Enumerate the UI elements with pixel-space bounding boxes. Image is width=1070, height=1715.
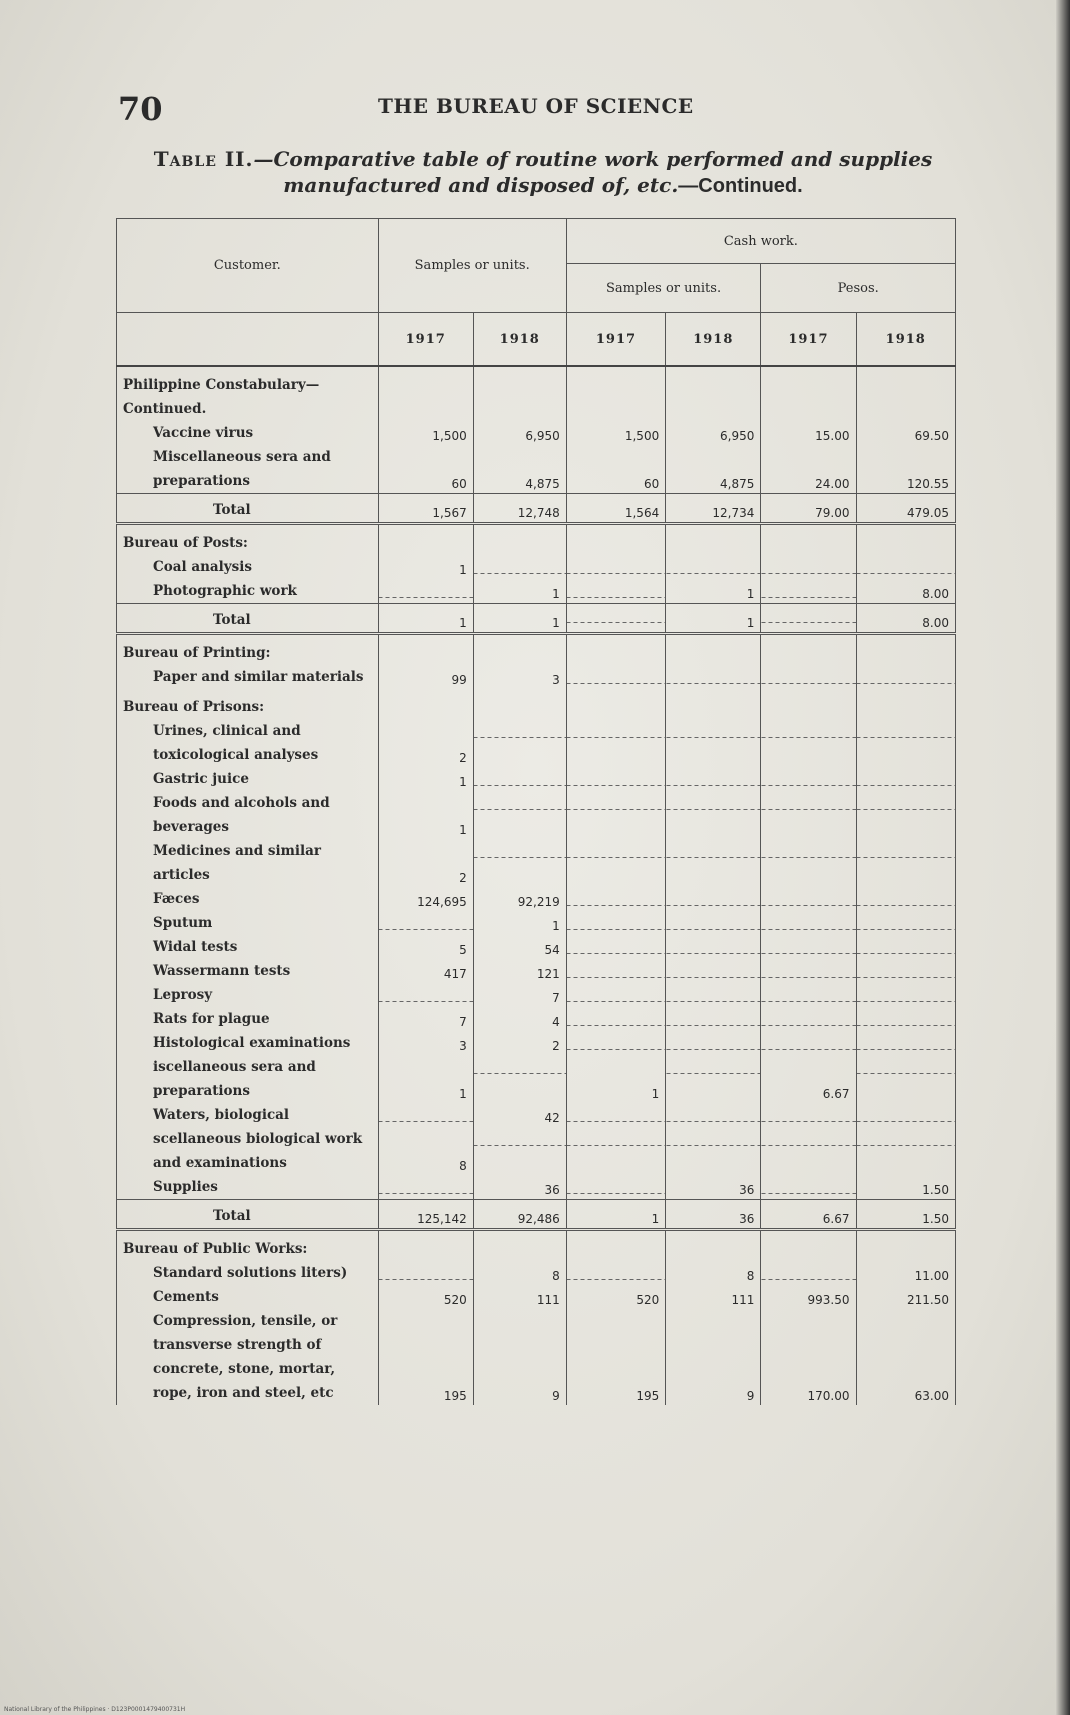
empty-cell: [856, 689, 956, 719]
value-cell: [666, 555, 761, 579]
table-row: [117, 665, 956, 689]
customer-cell: Waters, biological: [117, 1103, 379, 1127]
value-cell: 124,695: [378, 887, 473, 911]
value-cell: [666, 983, 761, 1007]
group-label: Bureau of Prisons:: [117, 689, 379, 719]
value-cell: [566, 767, 665, 791]
table-row: [117, 555, 956, 579]
table-row: [117, 719, 956, 767]
table-row: [117, 1127, 956, 1175]
value-cell: 111: [473, 1285, 566, 1309]
page-number: 70: [118, 90, 163, 128]
value-cell: [473, 839, 566, 887]
value-cell: [856, 719, 956, 767]
value-cell: [378, 1175, 473, 1200]
value-cell: [473, 791, 566, 839]
empty-cell: [473, 1230, 566, 1262]
table-caption: [118, 146, 968, 199]
table-row: [117, 1285, 956, 1309]
value-cell: 1: [473, 911, 566, 935]
empty-cell: [856, 366, 956, 421]
value-cell: [566, 579, 665, 604]
customer-cell: Fæces: [117, 887, 379, 911]
empty-cell: [761, 634, 856, 666]
empty-cell: [378, 524, 473, 556]
value-cell: [473, 1127, 566, 1175]
value-cell: 1: [566, 1055, 665, 1103]
value-cell: 63.00: [856, 1309, 956, 1405]
value-cell: 79.00: [761, 494, 856, 524]
value-cell: 1: [378, 555, 473, 579]
value-cell: [473, 1055, 566, 1103]
value-cell: 12,748: [473, 494, 566, 524]
group-heading-row: [117, 524, 956, 556]
value-cell: 11.00: [856, 1261, 956, 1285]
empty-cell: [473, 634, 566, 666]
group-heading-row: [117, 689, 956, 719]
value-cell: [666, 1007, 761, 1031]
value-cell: 1,567: [378, 494, 473, 524]
value-cell: [378, 1261, 473, 1285]
table-row: [117, 421, 956, 445]
value-cell: [566, 959, 665, 983]
total-row: [117, 1200, 956, 1230]
table-row: [117, 767, 956, 791]
book-spine-shadow: [1056, 0, 1070, 1715]
value-cell: [761, 959, 856, 983]
customer-cell: Leprosy: [117, 983, 379, 1007]
value-cell: [666, 1055, 761, 1103]
empty-cell: [761, 1230, 856, 1262]
value-cell: 92,219: [473, 887, 566, 911]
value-cell: 7: [473, 983, 566, 1007]
value-cell: [856, 1055, 956, 1103]
customer-cell: Vaccine virus: [117, 421, 379, 445]
customer-cell: Cements: [117, 1285, 379, 1309]
value-cell: [856, 839, 956, 887]
value-cell: [566, 604, 665, 634]
table-row: [117, 1055, 956, 1103]
value-cell: 195: [566, 1309, 665, 1405]
header-year: 1917: [378, 313, 473, 367]
empty-cell: [473, 366, 566, 421]
caption-text: —Comparative table of routine work performed and supplies manufactured and disposed of, etc.: [253, 147, 933, 197]
total-row: [117, 604, 956, 634]
value-cell: 8: [666, 1261, 761, 1285]
customer-cell: Compression, tensile, or transverse strength of concrete, stone, mortar, rope, iron and steel, etc: [117, 1309, 379, 1405]
customer-cell: Photographic work: [117, 579, 379, 604]
empty-cell: [666, 366, 761, 421]
value-cell: [666, 887, 761, 911]
value-cell: 42: [473, 1103, 566, 1127]
empty-cell: [856, 524, 956, 556]
value-cell: 1: [473, 604, 566, 634]
empty-cell: [566, 634, 665, 666]
table-row: [117, 935, 956, 959]
empty-cell: [761, 524, 856, 556]
header-spacer: [117, 313, 379, 367]
value-cell: [566, 935, 665, 959]
value-cell: [666, 911, 761, 935]
value-cell: [856, 665, 956, 689]
caption-continued: —Continued.: [678, 175, 803, 197]
customer-cell: Paper and similar materials: [117, 665, 379, 689]
table-row: [117, 887, 956, 911]
value-cell: [856, 1031, 956, 1055]
value-cell: 60: [566, 445, 665, 494]
value-cell: 4: [473, 1007, 566, 1031]
value-cell: 99: [378, 665, 473, 689]
value-cell: 1: [666, 604, 761, 634]
value-cell: 6.67: [761, 1055, 856, 1103]
value-cell: 8: [473, 1261, 566, 1285]
header-year: 1917: [566, 313, 665, 367]
value-cell: 1,500: [566, 421, 665, 445]
value-cell: [761, 935, 856, 959]
empty-cell: [473, 524, 566, 556]
empty-cell: [378, 1230, 473, 1262]
value-cell: [761, 719, 856, 767]
value-cell: 6.67: [761, 1200, 856, 1230]
value-cell: [666, 935, 761, 959]
table-row: [117, 445, 956, 494]
customer-cell: Gastric juice: [117, 767, 379, 791]
group-heading-row: [117, 366, 956, 421]
value-cell: [666, 839, 761, 887]
customer-cell: Supplies: [117, 1175, 379, 1200]
value-cell: 121: [473, 959, 566, 983]
empty-cell: [566, 1230, 665, 1262]
value-cell: 15.00: [761, 421, 856, 445]
table-row: [117, 1007, 956, 1031]
header-year: 1918: [666, 313, 761, 367]
value-cell: 1: [378, 791, 473, 839]
value-cell: 24.00: [761, 445, 856, 494]
table-row: [117, 791, 956, 839]
value-cell: 92,486: [473, 1200, 566, 1230]
value-cell: [666, 1103, 761, 1127]
value-cell: [666, 719, 761, 767]
value-cell: 8.00: [856, 579, 956, 604]
value-cell: [566, 1031, 665, 1055]
customer-cell: Total: [117, 494, 379, 524]
value-cell: [856, 767, 956, 791]
value-cell: [666, 1127, 761, 1175]
value-cell: [856, 959, 956, 983]
empty-cell: [566, 524, 665, 556]
value-cell: 8: [378, 1127, 473, 1175]
header-year: 1918: [856, 313, 956, 367]
customer-cell: Coal analysis: [117, 555, 379, 579]
value-cell: [473, 767, 566, 791]
value-cell: 2: [473, 1031, 566, 1055]
table-row: [117, 579, 956, 604]
value-cell: [761, 1127, 856, 1175]
value-cell: 1: [378, 1055, 473, 1103]
value-cell: [761, 839, 856, 887]
header-year: 1918: [473, 313, 566, 367]
value-cell: [566, 719, 665, 767]
header-samples: Samples or units.: [378, 219, 566, 313]
empty-cell: [378, 366, 473, 421]
table-row: [117, 1261, 956, 1285]
table-row: [117, 1103, 956, 1127]
customer-cell: Foods and alcohols and beverages: [117, 791, 379, 839]
value-cell: [761, 983, 856, 1007]
value-cell: [566, 1007, 665, 1031]
table-row: [117, 1175, 956, 1200]
value-cell: [856, 1007, 956, 1031]
customer-cell: scellaneous biological work and examinations: [117, 1127, 379, 1175]
value-cell: [856, 887, 956, 911]
value-cell: [378, 983, 473, 1007]
table-row: [117, 1031, 956, 1055]
value-cell: [566, 983, 665, 1007]
value-cell: 195: [378, 1309, 473, 1405]
value-cell: 8.00: [856, 604, 956, 634]
value-cell: [566, 1103, 665, 1127]
group-heading-row: [117, 1230, 956, 1262]
value-cell: 4,875: [473, 445, 566, 494]
value-cell: 211.50: [856, 1285, 956, 1309]
caption-label: Table II.: [153, 147, 254, 171]
empty-cell: [378, 634, 473, 666]
customer-cell: Total: [117, 1200, 379, 1230]
value-cell: [378, 911, 473, 935]
value-cell: 4,875: [666, 445, 761, 494]
value-cell: [761, 767, 856, 791]
table-row: [117, 983, 956, 1007]
value-cell: [856, 1127, 956, 1175]
empty-cell: [566, 689, 665, 719]
group-label: Bureau of Posts:: [117, 524, 379, 556]
empty-cell: [473, 689, 566, 719]
value-cell: [856, 555, 956, 579]
value-cell: 1,500: [378, 421, 473, 445]
value-cell: 1: [473, 579, 566, 604]
value-cell: 125,142: [378, 1200, 473, 1230]
value-cell: 417: [378, 959, 473, 983]
table-row: [117, 911, 956, 935]
value-cell: [566, 839, 665, 887]
value-cell: [856, 983, 956, 1007]
value-cell: 120.55: [856, 445, 956, 494]
header-pesos: Pesos.: [761, 264, 956, 313]
value-cell: 111: [666, 1285, 761, 1309]
empty-cell: [761, 689, 856, 719]
value-cell: [761, 1103, 856, 1127]
value-cell: [566, 791, 665, 839]
customer-cell: iscellaneous sera and preparations: [117, 1055, 379, 1103]
value-cell: 993.50: [761, 1285, 856, 1309]
customer-cell: Total: [117, 604, 379, 634]
value-cell: 1: [378, 767, 473, 791]
value-cell: [856, 911, 956, 935]
empty-cell: [856, 634, 956, 666]
value-cell: [761, 1261, 856, 1285]
value-cell: [566, 887, 665, 911]
value-cell: [856, 935, 956, 959]
customer-cell: Widal tests: [117, 935, 379, 959]
customer-cell: Sputum: [117, 911, 379, 935]
running-head: THE BUREAU OF SCIENCE: [378, 94, 694, 118]
empty-cell: [566, 366, 665, 421]
table-body: [117, 366, 956, 1405]
value-cell: 9: [666, 1309, 761, 1405]
value-cell: 520: [378, 1285, 473, 1309]
customer-cell: Miscellaneous sera and preparations: [117, 445, 379, 494]
customer-cell: Wassermann tests: [117, 959, 379, 983]
value-cell: [761, 555, 856, 579]
value-cell: [761, 604, 856, 634]
value-cell: 60: [378, 445, 473, 494]
value-cell: 1: [666, 579, 761, 604]
value-cell: [473, 719, 566, 767]
value-cell: [761, 579, 856, 604]
value-cell: 1.50: [856, 1175, 956, 1200]
empty-cell: [666, 1230, 761, 1262]
value-cell: 36: [666, 1200, 761, 1230]
value-cell: [473, 555, 566, 579]
value-cell: [566, 665, 665, 689]
value-cell: 479.05: [856, 494, 956, 524]
header-customer: Customer.: [117, 219, 379, 313]
value-cell: 36: [666, 1175, 761, 1200]
empty-cell: [378, 689, 473, 719]
empty-cell: [761, 366, 856, 421]
group-label: Bureau of Printing:: [117, 634, 379, 666]
value-cell: [666, 791, 761, 839]
table-row: [117, 839, 956, 887]
group-label: Philippine Constabulary—Continued.: [117, 366, 379, 421]
empty-cell: [856, 1230, 956, 1262]
header-year: 1917: [761, 313, 856, 367]
value-cell: [666, 959, 761, 983]
customer-cell: Rats for plague: [117, 1007, 379, 1031]
library-footer-note: National Library of the Philippines · D123P0001479400731H: [4, 1706, 186, 1713]
customer-cell: Standard solutions liters): [117, 1261, 379, 1285]
value-cell: [761, 665, 856, 689]
value-cell: 7: [378, 1007, 473, 1031]
value-cell: 170.00: [761, 1309, 856, 1405]
group-label: Bureau of Public Works:: [117, 1230, 379, 1262]
table-row: [117, 1309, 956, 1405]
value-cell: [666, 767, 761, 791]
value-cell: [761, 1007, 856, 1031]
value-cell: [566, 555, 665, 579]
value-cell: 12,734: [666, 494, 761, 524]
value-cell: [761, 1031, 856, 1055]
value-cell: [666, 665, 761, 689]
routine-work-table: [116, 218, 956, 1405]
table-row: [117, 959, 956, 983]
value-cell: 1: [378, 604, 473, 634]
value-cell: 69.50: [856, 421, 956, 445]
value-cell: 54: [473, 935, 566, 959]
value-cell: [566, 1127, 665, 1175]
value-cell: 3: [378, 1031, 473, 1055]
value-cell: [761, 791, 856, 839]
header-cash-work: Cash work.: [566, 219, 955, 264]
empty-cell: [666, 634, 761, 666]
value-cell: 520: [566, 1285, 665, 1309]
value-cell: [856, 1103, 956, 1127]
value-cell: 2: [378, 719, 473, 767]
value-cell: 1: [566, 1200, 665, 1230]
header-cash-samples: Samples or units.: [566, 264, 761, 313]
value-cell: 5: [378, 935, 473, 959]
value-cell: [856, 791, 956, 839]
group-heading-row: [117, 634, 956, 666]
value-cell: [566, 1261, 665, 1285]
value-cell: [666, 1031, 761, 1055]
value-cell: [378, 1103, 473, 1127]
value-cell: 1,564: [566, 494, 665, 524]
total-row: [117, 494, 956, 524]
value-cell: 2: [378, 839, 473, 887]
customer-cell: Histological examinations: [117, 1031, 379, 1055]
value-cell: [761, 911, 856, 935]
value-cell: [761, 887, 856, 911]
empty-cell: [666, 524, 761, 556]
value-cell: 36: [473, 1175, 566, 1200]
value-cell: [761, 1175, 856, 1200]
customer-cell: Urines, clinical and toxicological analyses: [117, 719, 379, 767]
value-cell: 3: [473, 665, 566, 689]
value-cell: 6,950: [666, 421, 761, 445]
value-cell: 1.50: [856, 1200, 956, 1230]
customer-cell: Medicines and similar articles: [117, 839, 379, 887]
value-cell: [566, 911, 665, 935]
value-cell: [378, 579, 473, 604]
page-header: [118, 90, 968, 130]
value-cell: [566, 1175, 665, 1200]
empty-cell: [666, 689, 761, 719]
value-cell: 6,950: [473, 421, 566, 445]
value-cell: 9: [473, 1309, 566, 1405]
